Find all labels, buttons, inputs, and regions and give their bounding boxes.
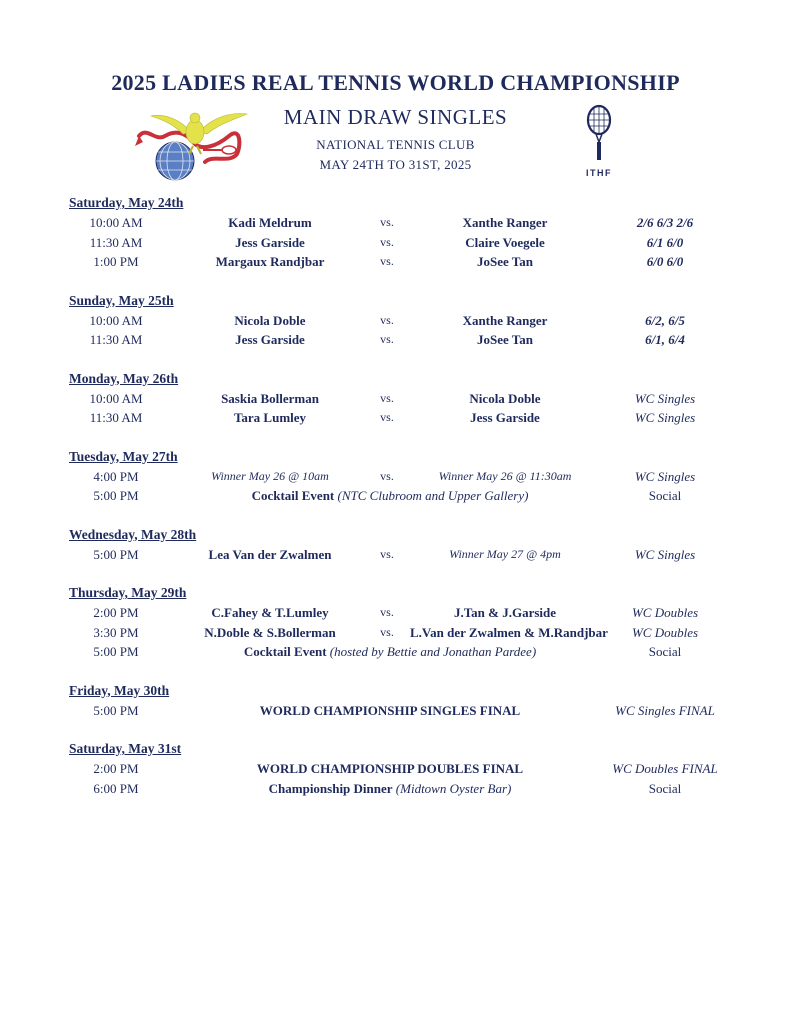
day-block	[0, 681, 791, 721]
match-row	[0, 311, 791, 331]
match-time: 10:00 AM	[89, 390, 143, 406]
player-two: Winner May 27 @ 4pm	[449, 546, 561, 561]
event-row	[0, 642, 791, 662]
match-result: 6/2, 6/5	[645, 312, 685, 328]
match-row	[0, 545, 791, 565]
player-two: Nicola Doble	[469, 390, 541, 406]
event-row	[0, 486, 791, 506]
vs-label: vs.	[380, 468, 394, 483]
player-two: JoSee Tan	[477, 332, 533, 347]
match-result: 6/0 6/0	[646, 254, 684, 269]
day-block	[0, 193, 791, 272]
match-category: WC Singles	[634, 410, 696, 425]
day-block	[0, 583, 791, 662]
final-category: WC Singles FINAL	[615, 702, 715, 718]
match-time: 2:00 PM	[93, 605, 139, 620]
match-time: 3:30 PM	[93, 624, 139, 640]
match-time: 1:00 PM	[93, 254, 139, 269]
team-one: N.Doble & S.Bollerman	[204, 624, 336, 640]
player-one: Winner May 26 @ 10am	[211, 468, 329, 483]
ithf-logo	[578, 104, 620, 184]
match-row	[0, 467, 791, 487]
event-row	[0, 779, 791, 799]
team-one: C.Fahey & T.Lumley	[211, 605, 329, 620]
event-description	[180, 642, 600, 662]
event-category: Social	[648, 644, 682, 659]
match-time: 11:30 AM	[89, 410, 143, 425]
match-row	[0, 408, 791, 428]
vs-label: vs.	[380, 254, 394, 268]
event-note: (Midtown Oyster Bar)	[395, 780, 512, 796]
final-name: WORLD CHAMPIONSHIP SINGLES FINAL	[259, 702, 521, 718]
team-two: J.Tan & J.Garside	[453, 605, 557, 620]
player-one: Jess Garside	[235, 234, 305, 250]
player-one: Margaux Randjbar	[215, 254, 325, 269]
final-time: 5:00 PM	[93, 702, 139, 718]
vs-label: vs.	[380, 624, 394, 639]
page-subtitle: MAIN DRAW SINGLES	[283, 105, 508, 129]
match-result: 2/6 6/3 2/6	[636, 215, 694, 230]
player-two: JoSee Tan	[477, 254, 533, 269]
team-two: L.Van der Zwalmen & M.Randjbar	[410, 624, 608, 640]
match-row	[0, 389, 791, 409]
match-row	[0, 623, 791, 643]
vs-label: vs.	[380, 332, 394, 346]
venue-line: NATIONAL TENNIS CLUB	[316, 137, 475, 152]
vs-label: vs.	[380, 546, 394, 561]
event-description	[180, 486, 600, 506]
day-header: Tuesday, May 27th	[69, 448, 178, 464]
final-time: 2:00 PM	[93, 761, 139, 776]
eagle-globe-logo	[133, 106, 251, 184]
player-one: Jess Garside	[235, 332, 305, 347]
match-time: 11:30 AM	[89, 332, 143, 347]
player-one: Saskia Bollerman	[221, 390, 319, 406]
match-category: WC Singles	[634, 546, 696, 562]
event-name: Cocktail Event	[243, 644, 327, 659]
day-header: Saturday, May 31st	[69, 741, 182, 756]
match-time: 10:00 AM	[89, 215, 143, 230]
final-row	[0, 759, 791, 779]
match-row	[0, 213, 791, 233]
player-one: Nicola Doble	[234, 312, 306, 328]
match-category: WC Singles	[634, 468, 696, 484]
day-header: Friday, May 30th	[69, 682, 170, 698]
match-row	[0, 603, 791, 623]
match-category: WC Doubles	[631, 605, 699, 620]
day-block	[0, 525, 791, 565]
schedule	[0, 193, 791, 817]
dates-line: MAY 24TH TO 31ST, 2025	[319, 157, 472, 172]
day-block	[0, 291, 791, 350]
event-time: 5:00 PM	[93, 644, 139, 659]
player-two: Claire Voegele	[465, 234, 545, 250]
vs-label: vs.	[380, 234, 394, 249]
match-time: 4:00 PM	[93, 468, 139, 484]
player-one: Tara Lumley	[233, 410, 307, 425]
match-row	[0, 233, 791, 253]
vs-label: vs.	[380, 390, 394, 405]
event-time: 6:00 PM	[93, 780, 139, 796]
vs-label: vs.	[380, 215, 394, 229]
event-note: (hosted by Bettie and Jonathan Pardee)	[329, 644, 537, 659]
match-time: 10:00 AM	[89, 312, 143, 328]
player-two: Winner May 26 @ 11:30am	[438, 468, 572, 483]
match-result: 6/1 6/0	[646, 234, 684, 250]
day-block	[0, 739, 791, 798]
event-category: Social	[648, 488, 682, 503]
day-block	[0, 447, 791, 506]
racquet-icon	[578, 104, 620, 166]
event-name: Cocktail Event	[251, 488, 335, 503]
event-note: (NTC Clubroom and Upper Gallery)	[337, 488, 529, 503]
match-category: WC Doubles	[631, 624, 699, 640]
event-category: Social	[648, 780, 682, 796]
match-time: 5:00 PM	[93, 546, 139, 562]
player-one: Lea Van der Zwalmen	[208, 546, 332, 562]
player-two: Jess Garside	[470, 410, 540, 425]
player-two: Xanthe Ranger	[462, 215, 548, 230]
vs-label: vs.	[380, 605, 394, 619]
event-description	[180, 779, 600, 799]
day-header: Wednesday, May 28th	[69, 526, 197, 542]
event-time: 5:00 PM	[93, 488, 139, 503]
vs-label: vs.	[380, 410, 394, 424]
day-header: Thursday, May 29th	[69, 585, 187, 600]
match-row	[0, 330, 791, 350]
final-row	[0, 701, 791, 721]
page-title: 2025 LADIES REAL TENNIS WORLD CHAMPIONSHIP	[111, 70, 680, 95]
day-header: Saturday, May 24th	[69, 195, 184, 210]
player-one: Kadi Meldrum	[228, 215, 312, 230]
day-header: Monday, May 26th	[69, 370, 179, 386]
match-result: 6/1, 6/4	[645, 332, 685, 347]
ithf-label: ITHF	[586, 168, 612, 178]
final-category: WC Doubles FINAL	[612, 761, 718, 776]
match-category: WC Singles	[634, 390, 696, 406]
match-row	[0, 252, 791, 272]
match-time: 11:30 AM	[89, 234, 143, 250]
final-name: WORLD CHAMPIONSHIP DOUBLES FINAL	[256, 761, 524, 776]
vs-label: vs.	[380, 312, 394, 327]
day-block	[0, 369, 791, 428]
day-header: Sunday, May 25th	[69, 292, 174, 308]
event-name: Championship Dinner	[268, 780, 393, 796]
player-two: Xanthe Ranger	[462, 312, 548, 328]
